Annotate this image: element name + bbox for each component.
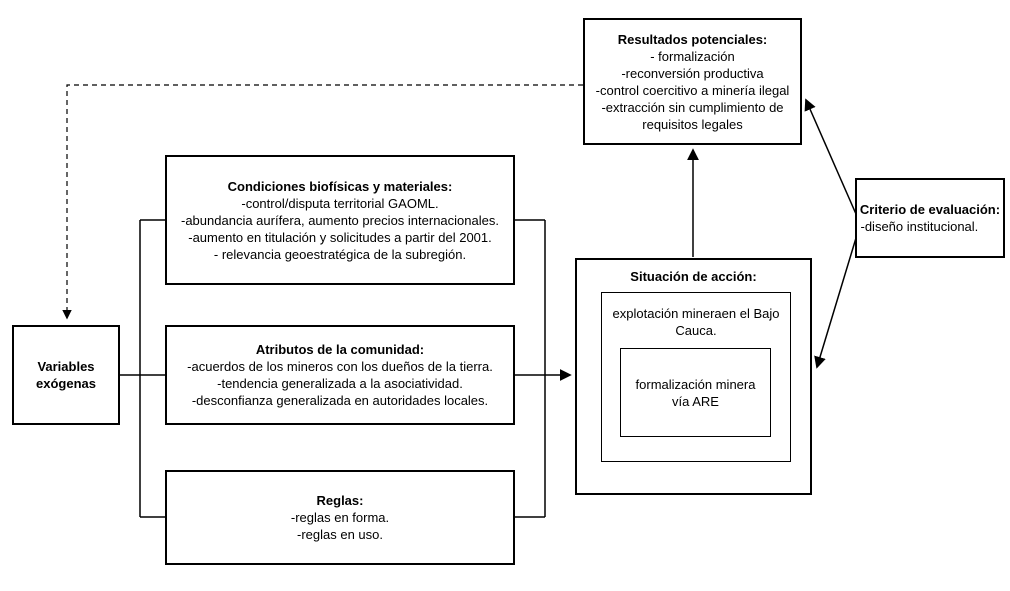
box-atributos-comunidad: [165, 325, 515, 425]
reglas-item: -reglas en forma.: [290, 510, 390, 525]
explotacion-minera-label: explotación mineraen el Bajo Cauca.: [612, 306, 780, 338]
reglas-item: -reglas en uso.: [297, 527, 383, 542]
left-bracket-connector: [120, 220, 165, 517]
resultados-item: -control coercitivo a minería ilegal: [595, 82, 790, 98]
resultados-title: Resultados potenciales:: [617, 31, 768, 47]
situacion-title: Situación de acción:: [630, 269, 757, 284]
resultados-item: -extracción sin cumplimiento de requisitos legales: [601, 99, 784, 132]
box-explotacion-minera: [601, 292, 791, 462]
variables-exogenas-title: Variables exógenas: [36, 359, 96, 391]
right-bracket-connector: [515, 220, 545, 517]
condiciones-item: -abundancia aurífera, aumento precios internacionales.: [181, 212, 499, 228]
condiciones-item: -aumento en titulación y solicitudes a partir del 2001.: [188, 229, 492, 245]
box-condiciones-biofisicas: [165, 155, 515, 285]
resultados-item: - formalización: [650, 48, 735, 64]
atributos-item: -acuerdos de los mineros con los dueños de la tierra.: [187, 359, 493, 374]
box-formalizacion-minera: [620, 348, 771, 437]
atributos-item: -tendencia generalizada a la asociatividad.: [217, 376, 463, 391]
box-variables-exogenas: [12, 325, 120, 425]
box-situacion-de-accion: [575, 258, 812, 495]
condiciones-title: Condiciones biofísicas y materiales:: [227, 178, 453, 194]
criterio-title: Criterio de evaluación:: [859, 202, 1001, 217]
condiciones-item: -control/disputa territorial GAOML.: [241, 195, 439, 211]
reglas-title: Reglas:: [316, 493, 364, 508]
atributos-title: Atributos de la comunidad:: [255, 342, 425, 357]
condiciones-item: - relevancia geoestratégica de la subregión.: [213, 246, 467, 262]
resultados-item: -reconversión productiva: [621, 65, 764, 81]
formalizacion-minera-label: formalización minera vía ARE: [635, 376, 756, 409]
box-criterio-evaluacion: [855, 178, 1005, 258]
box-resultados-potenciales: [583, 18, 802, 145]
arrow-criterio-to-resultados: [806, 100, 856, 214]
box-reglas: [165, 470, 515, 565]
atributos-item: -desconfianza generalizada en autoridades locales.: [191, 393, 489, 408]
criterio-item: -diseño institucional.: [860, 219, 979, 234]
arrow-criterio-to-situacion: [817, 238, 856, 367]
